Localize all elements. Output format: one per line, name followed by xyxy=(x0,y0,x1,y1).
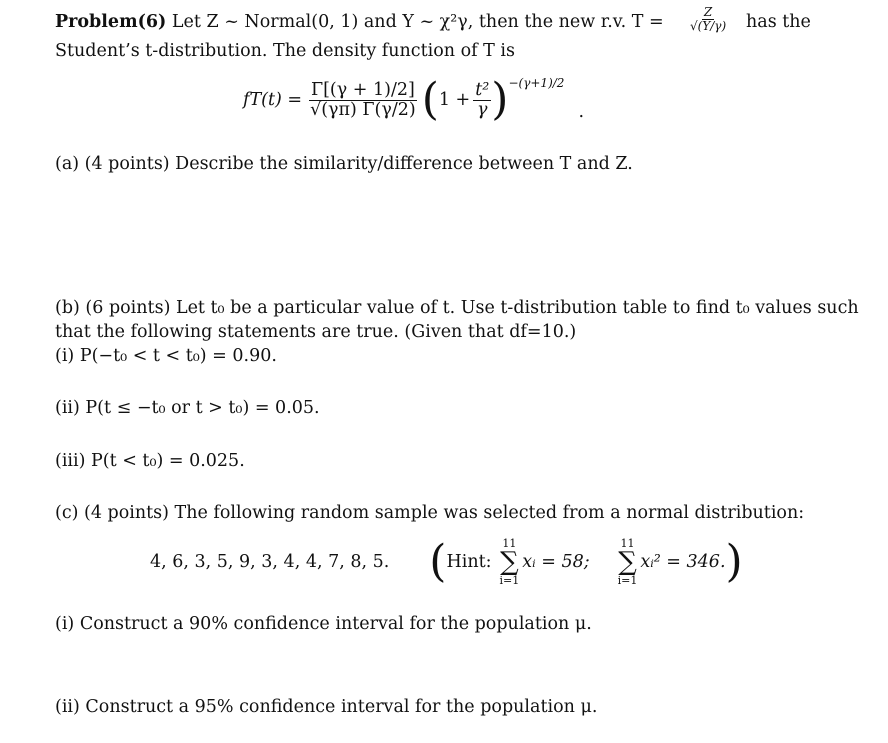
hint-left-paren: ( xyxy=(429,536,447,587)
problem-intro-line1 xyxy=(55,12,664,32)
density-gamma: γ xyxy=(477,99,488,120)
sum2-symbol: 11 ∑ i=1 xyxy=(617,537,638,587)
sum1-symbol: 11 ∑ i=1 xyxy=(499,537,520,587)
problem-intro-line2: Student’s t-distribution. The density function of T is xyxy=(55,41,515,61)
problem-intro-end: has the xyxy=(746,12,811,32)
hint-label: Hint: xyxy=(446,552,492,572)
sum2-lower: i=1 xyxy=(617,574,638,587)
part-b-ii: (ii) P(t ≤ −t₀ or t > t₀) = 0.05. xyxy=(55,398,320,418)
density-formula xyxy=(243,74,585,125)
sample-row xyxy=(150,538,743,586)
density-exponent: −(γ+1)/2 xyxy=(508,76,565,90)
part-b-line2: that the following statements are true. (Given that df=10.) xyxy=(55,322,577,342)
density-t-squared: t² xyxy=(475,80,490,101)
density-right-paren: ) xyxy=(491,74,509,125)
sum1-expression: xᵢ = 58; xyxy=(522,552,590,572)
part-c-line1: (c) (4 points) The following random sample was selected from a normal distribution: xyxy=(55,503,805,523)
part-b-iii: (iii) P(t < t₀) = 0.025. xyxy=(55,451,245,471)
t-fraction-denominator: √(Y/γ) xyxy=(690,18,727,33)
density-numerator: Γ[(γ + 1)/2] xyxy=(310,80,415,101)
density-inner-fraction xyxy=(473,81,491,119)
sum1-upper: 11 xyxy=(502,537,517,550)
density-denominator: √(γπ) Γ(γ/2) xyxy=(310,99,416,120)
part-c-i: (i) Construct a 90% confidence interval for the population μ. xyxy=(55,614,592,634)
density-period: . xyxy=(578,102,585,122)
problem-title: Problem(6) xyxy=(55,12,167,32)
sum1-lower: i=1 xyxy=(499,574,520,587)
density-one-plus: 1 + xyxy=(438,90,471,110)
t-fraction xyxy=(688,6,728,32)
problem-intro-text: Let Z ~ Normal(0, 1) and Y ~ χ²γ, then the new r.v. T = xyxy=(171,12,664,32)
sum2-expression: xᵢ² = 346. xyxy=(640,552,726,572)
sample-values: 4, 6, 3, 5, 9, 3, 4, 4, 7, 8, 5. xyxy=(150,552,390,572)
part-a: (a) (4 points) Describe the similarity/difference between T and Z. xyxy=(55,154,633,174)
sum2-upper: 11 xyxy=(620,537,635,550)
density-left-paren: ( xyxy=(421,74,439,125)
part-b-line1: (b) (6 points) Let t₀ be a particular value of t. Use t-distribution table to find t₀ values such xyxy=(55,298,859,318)
part-c-ii: (ii) Construct a 95% confidence interval for the population μ. xyxy=(55,697,598,717)
density-fraction xyxy=(308,81,418,119)
density-lhs: fT(t) = xyxy=(243,90,303,110)
t-fraction-numerator: Z xyxy=(703,5,713,19)
hint-right-paren: ) xyxy=(725,536,743,587)
part-b-i: (i) P(−t₀ < t < t₀) = 0.90. xyxy=(55,346,277,366)
